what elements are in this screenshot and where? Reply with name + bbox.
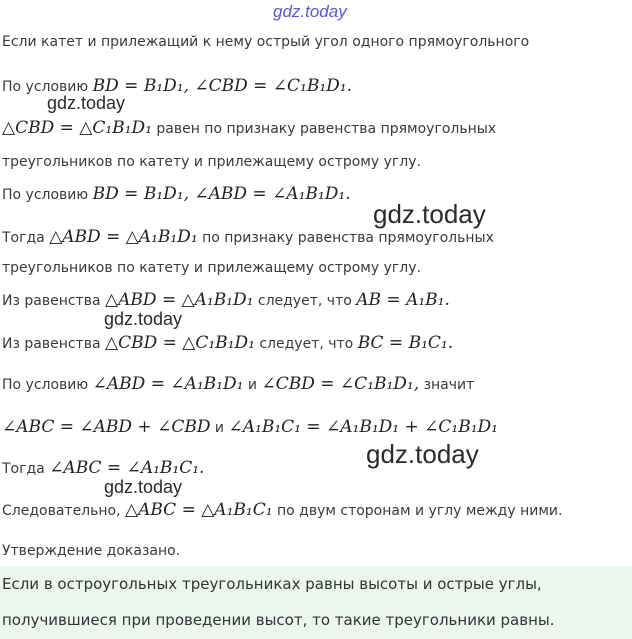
text: Если в остроугольных треугольниках равны высоты и острые углы, — [2, 575, 542, 593]
solution-line-5 — [2, 184, 351, 204]
text: По условию — [2, 377, 89, 393]
math: AB = A₁B₁. — [356, 290, 450, 310]
math: △ABD = △A₁B₁D₁ — [105, 290, 254, 310]
solution-line-3 — [2, 118, 496, 138]
math: ∠ABD = ∠A₁B₁D₁ — [92, 374, 244, 394]
next-task-line-2 — [2, 611, 555, 629]
text: Тогда — [2, 230, 45, 246]
solution-line-12 — [2, 458, 204, 478]
math: ∠ABC = ∠ABD + ∠CBD — [2, 417, 211, 437]
watermark: gdz.today — [373, 199, 486, 229]
solution-line-4 — [2, 154, 421, 170]
text: По условию — [2, 79, 89, 95]
text: следует, что — [257, 293, 352, 309]
text: Тогда — [2, 461, 45, 477]
text: треугольников по катету и прилежащему острому углу. — [2, 154, 421, 170]
math: ∠ABC = ∠A₁B₁C₁. — [49, 458, 205, 478]
math: BD = B₁D₁, ∠CBD = ∠C₁B₁D₁. — [92, 76, 353, 96]
math: △ABD = △A₁B₁D₁ — [49, 227, 198, 247]
solution-line-11 — [2, 417, 498, 437]
solution-line-10 — [2, 374, 474, 394]
solution-line-14 — [2, 543, 180, 559]
watermark-top: gdz.today — [273, 2, 347, 21]
solution-line-13 — [2, 500, 562, 520]
solution-line-6 — [2, 227, 494, 247]
text: по двум сторонам и углу между ними. — [276, 503, 563, 519]
text: и — [247, 377, 257, 393]
solution-line-9 — [2, 333, 453, 353]
text: Из равенства — [2, 336, 101, 352]
math: △ABC = △A₁B₁C₁ — [125, 500, 273, 520]
text: получившиеся при проведении высот, то такие треугольники равны. — [2, 611, 555, 629]
math: BD = B₁D₁, ∠ABD = ∠A₁B₁D₁. — [92, 184, 351, 204]
text: треугольников по катету и прилежащему острому углу. — [2, 260, 421, 276]
math: ∠CBD = ∠C₁B₁D₁, — [261, 374, 420, 394]
math: BC = B₁C₁. — [357, 333, 454, 353]
math: △CBD = △C₁B₁D₁ — [2, 118, 152, 138]
text: по признаку равенства прямоугольных — [202, 230, 494, 246]
solution-line-1 — [2, 34, 529, 50]
text: Утверждение доказано. — [2, 543, 181, 559]
solution-line-7 — [2, 260, 421, 276]
text: Следовательно, — [2, 503, 121, 519]
text: значит — [423, 377, 475, 393]
watermark: gdz.today — [366, 439, 479, 469]
math: ∠A₁B₁C₁ = ∠A₁B₁D₁ + ∠C₁B₁D₁ — [228, 417, 498, 437]
next-task-line-1 — [2, 575, 542, 593]
text: и — [214, 420, 225, 436]
text: следует, что — [259, 336, 354, 352]
math: △CBD = △C₁B₁D₁ — [105, 333, 255, 353]
text: Если катет и прилежащий к нему острый угол одного прямоугольного — [2, 34, 530, 50]
text: По условию — [2, 187, 89, 203]
watermark: gdz.today — [104, 477, 183, 497]
text: Из равенства — [2, 293, 101, 309]
solution-line-8 — [2, 290, 450, 310]
watermark: gdz.today — [47, 93, 126, 113]
watermark: gdz.today — [104, 309, 183, 329]
text: равен по признаку равенства прямоугольных — [156, 121, 497, 137]
